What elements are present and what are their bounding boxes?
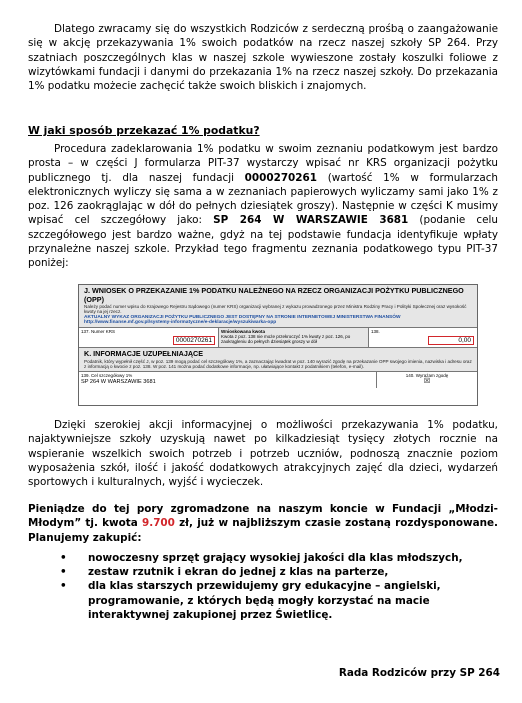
field-kwota-info: [219, 328, 369, 347]
field-138-label: 138.: [371, 329, 380, 334]
field-140: [377, 372, 477, 388]
list-item-text: zestaw rzutnik i ekran do jednej z klas na parterze,: [88, 566, 389, 579]
funds-paragraph: [28, 502, 498, 545]
field-140-checkbox: ☒: [423, 378, 431, 386]
procedure-text-2: (wartość 1% w formularzach elektronicznych wyliczy się sama a w zeznaniach papierowych wyliczamy sami jako 1% z poz. 126 zaokrąglając w dół do pełnych dziesiątek groszy). Następnie w części K musimy wpisać cel szczegółowy jako:: [28, 171, 498, 227]
procedure-paragraph: [28, 142, 498, 271]
field-137-label: 137. Numer KRS: [81, 329, 116, 334]
kwota-label: Wnioskowana kwota: [221, 329, 266, 334]
section-k-title: K. INFORMACJE UZUPEŁNIAJĄCE: [84, 349, 204, 358]
list-item: [60, 579, 500, 622]
campaign-paragraph: Dzięki szerokiej akcji informacyjnej o możliwości przekazywania 1% podatku, najaktywniejsze szkoły uzyskują nawet po kilkadziesiąt tysięcy złotych rocznie na wspieranie wszelkich swoich potrzeb i potrzeb uczniów, podnoszą znacznie poziom wyposażenia szkół, ilość i jakość dodatkowych atrakcyjnych zajęć dla dzieci, wydarzeń sportowych i kulturalnych, wyjść i wycieczek.: [28, 419, 498, 489]
field-137: [79, 328, 219, 347]
bullet-icon: •: [60, 580, 67, 593]
section-k-note: Podatnik, który wypełnił część J, w poz. 139 mogą podać cel szczegółowy 1%, a zaznaczając kwadrat w poz. 140 wyrazić zgodę na przekazanie OPP swojego imienia, nazwiska i adresu oraz z informacją o kwocie z poz. 138. W poz. 141 można podać dodatkowe informacje, np. ułatwiające kontakt z podatnikiem (telefon, e-mail).: [84, 358, 472, 369]
field-138-value: 0,00: [428, 336, 474, 345]
field-139: [79, 372, 377, 388]
bullet-icon: •: [60, 552, 67, 564]
kwota-note: Kwota z poz. 138 nie może przekroczyć 1% kwoty z poz. 126, po zaokrągleniu do pełnych dziesiątek groszy w dół: [221, 334, 351, 344]
section-k-fields: [79, 371, 477, 388]
krs-number: 0000270261: [244, 171, 317, 184]
procedure-text-3: (podanie celu szczegółowego jest bardzo ważne, gdyż na tej podstawie fundacja identyfikuje wpłaty przynależne naszej szkole. Przykład tego fragmentu zeznania podatkowego typu PIT-37 poniżej:: [28, 214, 498, 270]
field-140-label: 140. Wyrażam zgodę: [405, 373, 449, 379]
procedure-text-1: Procedura zadeklarowania 1% podatku w swoim zeznaniu podatkowym jest bardzo prosta – w części J formularza PIT-37 wystarczy wpisać nr KRS organizacji pożytku publicznego tj. dla naszej fundacji: [28, 143, 498, 184]
section-j-header: [79, 285, 477, 327]
section-j-note: Należy podać numer wpisu do Krajowego Rejestru Sądowego (numer KRS) organizacji wybranej z wykazu prowadzonego przez Ministra Rodziny Pracy i Polityki Społecznej oraz wysokość kwoty na jej rzecz.: [84, 304, 467, 315]
field-139-value: SP 264 W WARSZAWIE 3681: [81, 379, 156, 386]
bullet-icon: •: [60, 566, 67, 579]
specific-goal: SP 264 W WARSZAWIE 3681: [213, 214, 409, 227]
section-j-fields: [79, 327, 477, 347]
signature: Rada Rodziców przy SP 264: [338, 667, 500, 679]
section-k-header: [79, 347, 477, 371]
funds-amount: 9.700: [142, 517, 175, 530]
section-j-link: AKTUALNY WYKAZ ORGANIZACJI POŻYTKU PUBLICZNEGO JEST DOSTĘPNY NA STRONIE INTERNETOWEJ MINISTERSTWA FINANSÓW http://www.finanse.mf.gov.pl/systemy-informatyczne/e-deklaracje/wyszukiwarka-opp: [84, 314, 401, 326]
list-item-text: dla klas starszych przewidujemy gry edukacyjne – angielski, programowanie, z których będą mogły korzystać na macie interaktywnej zakupionej przez Świetlicę.: [88, 580, 441, 621]
intro-paragraph: Dlatego zwracamy się do wszystkich Rodziców z serdeczną prośbą o zaangażowanie się w akcję przekazywania 1% swoich podatków na rzecz naszej szkoły SP 264. Przy szatniach poszczególnych klas w naszej szkole wywieszone zostały koszulki foliowe z wizytówkami fundacji i danymi do przekazania 1% na rzecz naszej szkoły. Do przekazania 1% podatku możecie zachęcić także swoich bliskich i znajomych.: [28, 23, 498, 93]
field-138: [369, 328, 477, 347]
funds-text-1: Pieniądze do tej pory zgromadzone na naszym koncie w Fundacji „Młodzi-Młodym” tj. kwota: [28, 503, 498, 530]
list-item: [60, 565, 500, 579]
list-item: [60, 551, 500, 565]
field-139-label: 139. Cel szczegółowy 1%: [81, 373, 133, 379]
purchase-list: [60, 551, 500, 622]
field-137-value: 0000270261: [173, 336, 215, 345]
funds-text-2: zł, już w najbliższym czasie zostaną rozdysponowane. Planujemy zakupić:: [28, 517, 498, 544]
section-heading: W jaki sposób przekazać 1% podatku?: [28, 124, 260, 137]
section-j-title: J. WNIOSEK O PRZEKAZANIE 1% PODATKU NALEŻNEGO NA RZECZ ORGANIZACJI POŻYTKU PUBLICZNEGO (OPP): [84, 286, 464, 304]
pit37-form-excerpt: [78, 284, 478, 406]
list-item-text: nowoczesny sprzęt grający wysokiej jakości dla klas młodszych,: [88, 552, 463, 564]
